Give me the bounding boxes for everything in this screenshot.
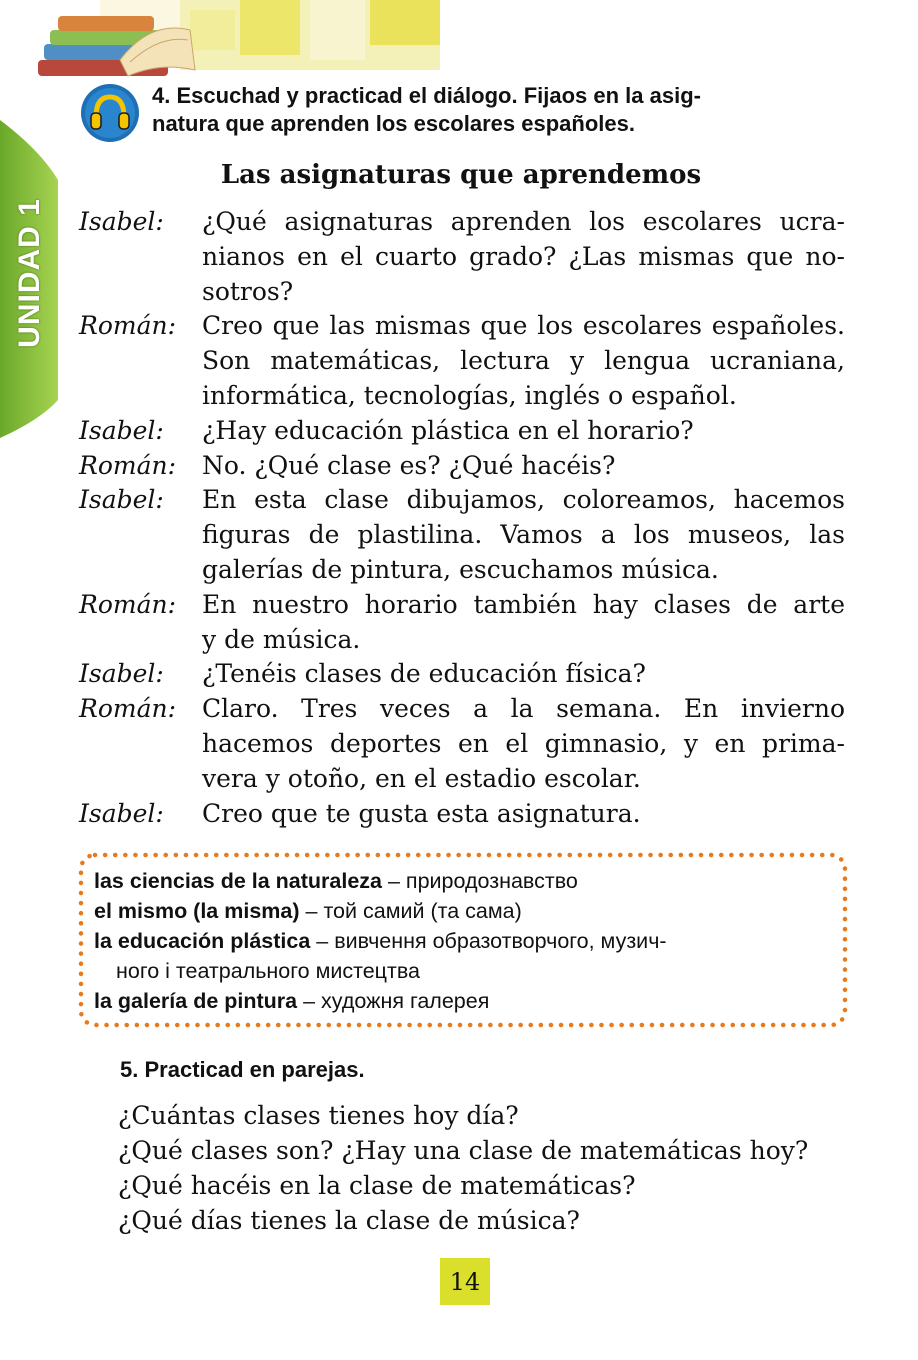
question: ¿Cuántas clases tienes hoy día? (118, 1101, 519, 1130)
exercise-5-instruction (120, 1057, 365, 1083)
exercise-4-line-2: natura que aprenden los escolares españoles. (152, 111, 635, 136)
question: ¿Qué días tienes la clase de música? (118, 1206, 580, 1235)
dialog (79, 205, 845, 831)
speaker: Román: (79, 450, 177, 480)
books-illustration (0, 0, 440, 92)
dialog-line (79, 692, 845, 796)
exercise-4-number: 4. (152, 83, 171, 108)
dialog-line (79, 309, 845, 413)
page-number: 14 (440, 1258, 490, 1305)
dialog-text: Creo que te gusta esta asignatura. (202, 798, 641, 828)
vocabulary-list (94, 866, 834, 1016)
unit-label: UNIDAD 1 (13, 198, 46, 348)
dialog-text: ¿Hay educación plástica en el horario? (202, 415, 694, 445)
speaker: Isabel: (79, 798, 164, 828)
exercise-4-instruction (152, 82, 847, 138)
dialog-text: ¿Qué asignaturas aprenden los escolares ucra- nianos en el cuarto grado? ¿Las mismas que no- sotros? (202, 207, 845, 306)
speaker: Román: (79, 311, 177, 341)
speaker: Isabel: (79, 485, 164, 515)
speaker: Isabel: (79, 207, 164, 236)
question: ¿Qué hacéis en la clase de matemáticas? (118, 1171, 636, 1200)
dialog-text: Claro. Tres veces a la semana. En invierno hacemos deportes en el gimnasio, y en prima- vera y otoño, en el estadio escolar. (202, 694, 845, 793)
dialog-line (79, 205, 845, 309)
dialog-line (79, 797, 845, 832)
speaker: Román: (79, 694, 177, 724)
speaker: Isabel: (79, 415, 164, 445)
vocabulary-item: las ciencias de la naturaleza – природознавство (94, 869, 578, 893)
vocabulary-item: el mismo (la misma) – той самий (та сама) (94, 899, 522, 923)
speaker: Isabel: (79, 659, 164, 689)
vocabulary-item: la galería de pintura – художня галерея (94, 989, 490, 1013)
headphones-icon (80, 83, 140, 143)
dialog-line (79, 588, 845, 658)
question: ¿Qué clases son? ¿Hay una clase de matemáticas hoy? (118, 1136, 809, 1165)
vocabulary-item: la educación plástica – вивчення образотворчого, музич- (94, 929, 667, 953)
header-decoration (0, 0, 440, 92)
dialog-line (79, 414, 845, 449)
dialog-line (79, 449, 845, 484)
dialog-text: Creo que las mismas que los escolares españoles. Son matemáticas, lectura y lengua ucraniana, informática, tecnologías, inglés o español. (202, 311, 845, 410)
dialog-text: ¿Tenéis clases de educación física? (202, 659, 646, 689)
dialog-text: En esta clase dibujamos, coloreamos, hacemos figuras de plastilina. Vamos a los museos, las galerías de pintura, escuchamos música. (202, 485, 845, 584)
dialog-text: No. ¿Qué clase es? ¿Qué hacéis? (202, 450, 616, 480)
dialog-line (79, 483, 845, 587)
exercise-5-number: 5. (120, 1057, 139, 1082)
vocabulary-item-continuation: ного і театрального мистецтва (116, 959, 420, 983)
exercise-5-questions (118, 1098, 808, 1238)
exercise-4-line-1: Escuchad y practicad el diálogo. Fijaos en la asig- (176, 83, 701, 108)
dialog-title: Las asignaturas que aprendemos (220, 160, 702, 190)
dialog-line (79, 657, 845, 692)
dialog-text: En nuestro horario también hay clases de arte y de música. (202, 589, 845, 654)
vocabulary-box (78, 852, 848, 1028)
speaker: Román: (79, 589, 177, 619)
exercise-5-text: Practicad en parejas. (144, 1057, 365, 1082)
